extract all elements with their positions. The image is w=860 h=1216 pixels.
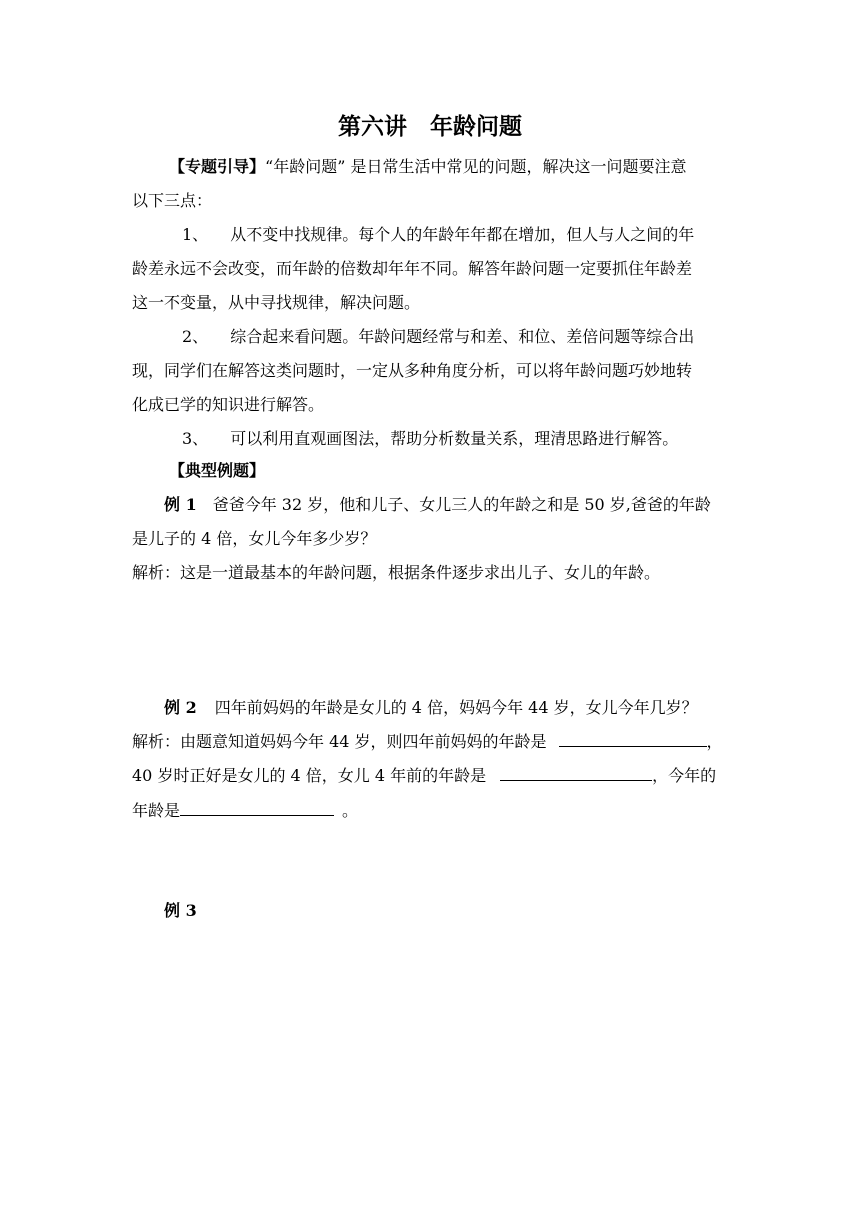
- guide-text-1: “年龄问题” 是日常生活中常见的问题，解决这一问题要注意: [265, 157, 687, 176]
- answer-blank-2[interactable]: [500, 780, 652, 781]
- example-1-line-2: 是儿子的 4 倍，女儿今年多少岁？: [132, 529, 377, 548]
- example-2-analysis-line-1: [132, 732, 723, 752]
- example-1-label: 例 1: [164, 495, 197, 514]
- point-2-line-3: 化成已学的知识进行解答。: [132, 395, 325, 414]
- example-1-analysis: 解析：这是一道最基本的年龄问题，根据条件逐步求出儿子、女儿的年龄。: [132, 563, 661, 582]
- examples-heading: 【典型例题】: [169, 461, 266, 480]
- example-2-line-1: [164, 698, 698, 718]
- example-2-analysis-line-2: [132, 766, 716, 786]
- example-2-analysis-text-3: 年龄是: [132, 801, 181, 820]
- example-1-text-1: 爸爸今年 32 岁，他和儿子、女儿三人的年龄之和是 50 岁,爸爸的年龄: [212, 495, 711, 514]
- guide-line-2: 以下三点：: [132, 191, 213, 210]
- point-1-number: 1、: [182, 225, 209, 244]
- page-title: 第六讲 年龄问题: [338, 113, 522, 140]
- example-2-analysis-text-1: 解析：由题意知道妈妈今年 44 岁，则四年前妈妈的年龄是: [132, 732, 547, 751]
- point-3-text-1: 可以利用直观画图法，帮助分析数量关系，理清思路进行解答。: [230, 429, 679, 448]
- point-2-number: 2、: [182, 327, 209, 346]
- example-2-analysis-end-1: ，: [706, 732, 723, 751]
- point-1-text-1: 从不变中找规律。每个人的年龄年年都在增加，但人与人之间的年: [230, 225, 695, 244]
- example-2-question: 四年前妈妈的年龄是女儿的 4 倍，妈妈今年 44 岁，女儿今年几岁？: [214, 698, 698, 717]
- guide-line-1: [169, 157, 686, 177]
- point-3-number: 3、: [182, 429, 209, 448]
- answer-blank-3[interactable]: [180, 815, 334, 816]
- point-2-text-1: 综合起来看问题。年龄问题经常与和差、和位、差倍问题等综合出: [230, 327, 695, 346]
- example-2-analysis-line-3: [132, 801, 358, 821]
- point-2-line-2: 现，同学们在解答这类问题时，一定从多种角度分析，可以将年龄问题巧妙地转: [132, 361, 693, 380]
- point-1-line-2: 龄差永远不会改变，而年龄的倍数却年年不同。解答年龄问题一定要抓住年龄差: [132, 259, 693, 278]
- point-1-line-1: [182, 225, 694, 245]
- point-1-line-3: 这一不变量，从中寻找规律，解决问题。: [132, 293, 421, 312]
- example-2-analysis-end-3: 。: [342, 801, 359, 820]
- answer-blank-1[interactable]: [559, 746, 707, 747]
- example-2-analysis-end-2: ，今年的: [652, 766, 717, 785]
- point-2-line-1: [182, 327, 694, 347]
- guide-tag: 【专题引导】: [169, 157, 266, 176]
- example-2-label: 例 2: [164, 698, 197, 717]
- example-1-line-1: [164, 495, 711, 515]
- example-3-label: 例 3: [164, 901, 197, 920]
- example-2-analysis-text-2: 40 岁时正好是女儿的 4 倍，女儿 4 年前的年龄是: [132, 766, 487, 785]
- point-3-line-1: [182, 429, 678, 449]
